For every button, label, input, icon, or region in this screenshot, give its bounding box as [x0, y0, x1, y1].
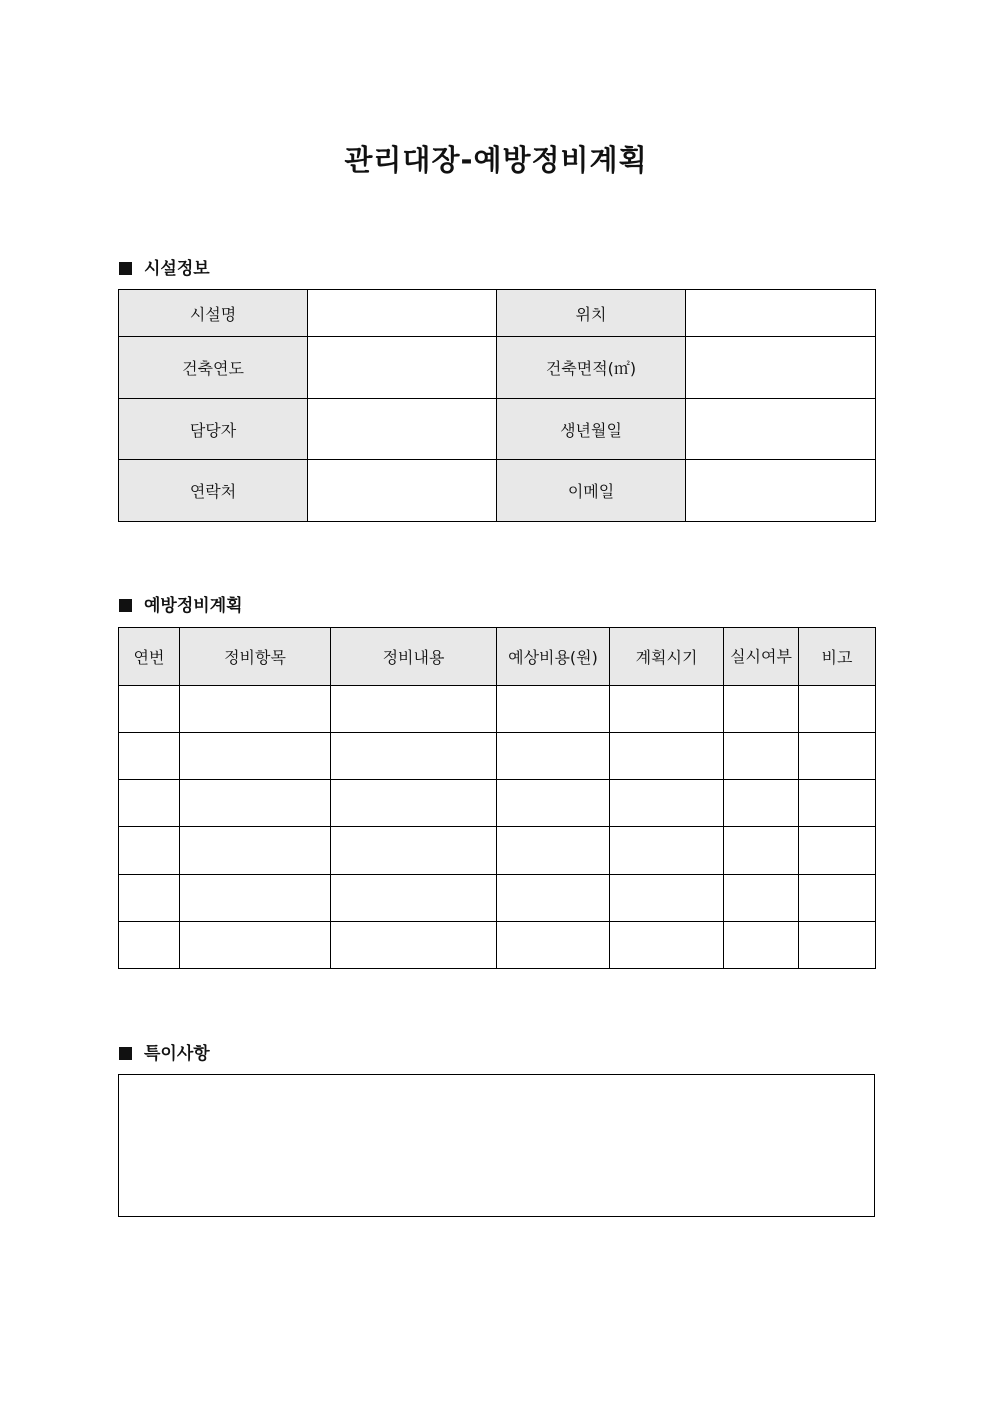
table-cell[interactable]	[799, 827, 876, 875]
email-field[interactable]	[686, 460, 876, 522]
facility-name-field[interactable]	[308, 290, 497, 337]
table-cell[interactable]	[331, 686, 497, 733]
manager-label: 담당자	[119, 399, 308, 460]
col-header-schedule: 계획시기	[610, 628, 724, 686]
notes-section-label: 특이사항	[144, 1044, 210, 1064]
table-cell[interactable]	[497, 733, 610, 780]
table-cell[interactable]	[724, 733, 799, 780]
table-cell[interactable]	[180, 875, 331, 922]
table-cell[interactable]	[799, 875, 876, 922]
build-year-field[interactable]	[308, 337, 497, 399]
col-header-number: 연번	[119, 628, 180, 686]
table-cell[interactable]	[331, 922, 497, 969]
col-header-content: 정비내용	[331, 628, 497, 686]
table-cell[interactable]	[724, 780, 799, 827]
table-cell[interactable]	[331, 875, 497, 922]
table-cell[interactable]	[799, 780, 876, 827]
col-header-done: 실시여부	[724, 628, 799, 686]
table-cell[interactable]	[724, 686, 799, 733]
table-cell[interactable]	[724, 922, 799, 969]
table-row	[119, 875, 876, 922]
email-label: 이메일	[497, 460, 686, 522]
table-cell[interactable]	[331, 780, 497, 827]
table-row	[119, 780, 876, 827]
location-label: 위치	[497, 290, 686, 337]
table-cell[interactable]	[610, 733, 724, 780]
table-cell[interactable]	[799, 686, 876, 733]
table-cell[interactable]	[180, 686, 331, 733]
maintenance-plan-table	[118, 627, 876, 969]
col-header-item: 정비항목	[180, 628, 331, 686]
floor-area-field[interactable]	[686, 337, 876, 399]
build-year-label: 건축연도	[119, 337, 308, 399]
table-cell[interactable]	[497, 686, 610, 733]
table-cell[interactable]	[119, 922, 180, 969]
contact-field[interactable]	[308, 460, 497, 522]
table-cell[interactable]	[799, 733, 876, 780]
table-cell[interactable]	[119, 827, 180, 875]
birthdate-label: 생년월일	[497, 399, 686, 460]
page-title: 관리대장-예방정비계획	[344, 143, 648, 177]
table-row	[119, 922, 876, 969]
table-cell[interactable]	[119, 686, 180, 733]
table-cell[interactable]	[610, 827, 724, 875]
table-cell[interactable]	[180, 733, 331, 780]
table-cell[interactable]	[497, 780, 610, 827]
facility-section-heading	[119, 254, 210, 279]
col-header-remarks: 비고	[799, 628, 876, 686]
square-bullet-icon	[119, 599, 132, 612]
table-cell[interactable]	[724, 875, 799, 922]
floor-area-label: 건축면적(㎡)	[497, 337, 686, 399]
table-cell[interactable]	[180, 922, 331, 969]
table-cell[interactable]	[610, 686, 724, 733]
square-bullet-icon	[119, 262, 132, 275]
table-cell[interactable]	[331, 827, 497, 875]
table-row	[119, 733, 876, 780]
table-cell[interactable]	[119, 733, 180, 780]
table-row	[119, 686, 876, 733]
manager-field[interactable]	[308, 399, 497, 460]
table-cell[interactable]	[180, 827, 331, 875]
table-cell[interactable]	[610, 875, 724, 922]
table-cell[interactable]	[119, 780, 180, 827]
table-row	[119, 827, 876, 875]
facility-info-table	[118, 289, 876, 522]
table-cell[interactable]	[497, 827, 610, 875]
notes-section-heading	[119, 1039, 210, 1064]
table-cell[interactable]	[610, 922, 724, 969]
facility-name-label: 시설명	[119, 290, 308, 337]
table-cell[interactable]	[180, 780, 331, 827]
table-cell[interactable]	[331, 733, 497, 780]
table-cell[interactable]	[497, 922, 610, 969]
plan-section-label: 예방정비계획	[144, 596, 243, 616]
location-field[interactable]	[686, 290, 876, 337]
square-bullet-icon	[119, 1047, 132, 1060]
table-cell[interactable]	[799, 922, 876, 969]
birthdate-field[interactable]	[686, 399, 876, 460]
facility-section-label: 시설정보	[144, 259, 210, 279]
table-cell[interactable]	[724, 827, 799, 875]
notes-textarea[interactable]	[118, 1074, 875, 1217]
table-cell[interactable]	[119, 875, 180, 922]
plan-section-heading	[119, 591, 243, 616]
table-cell[interactable]	[497, 875, 610, 922]
col-header-cost: 예상비용(원)	[497, 628, 610, 686]
table-cell[interactable]	[610, 780, 724, 827]
contact-label: 연락처	[119, 460, 308, 522]
